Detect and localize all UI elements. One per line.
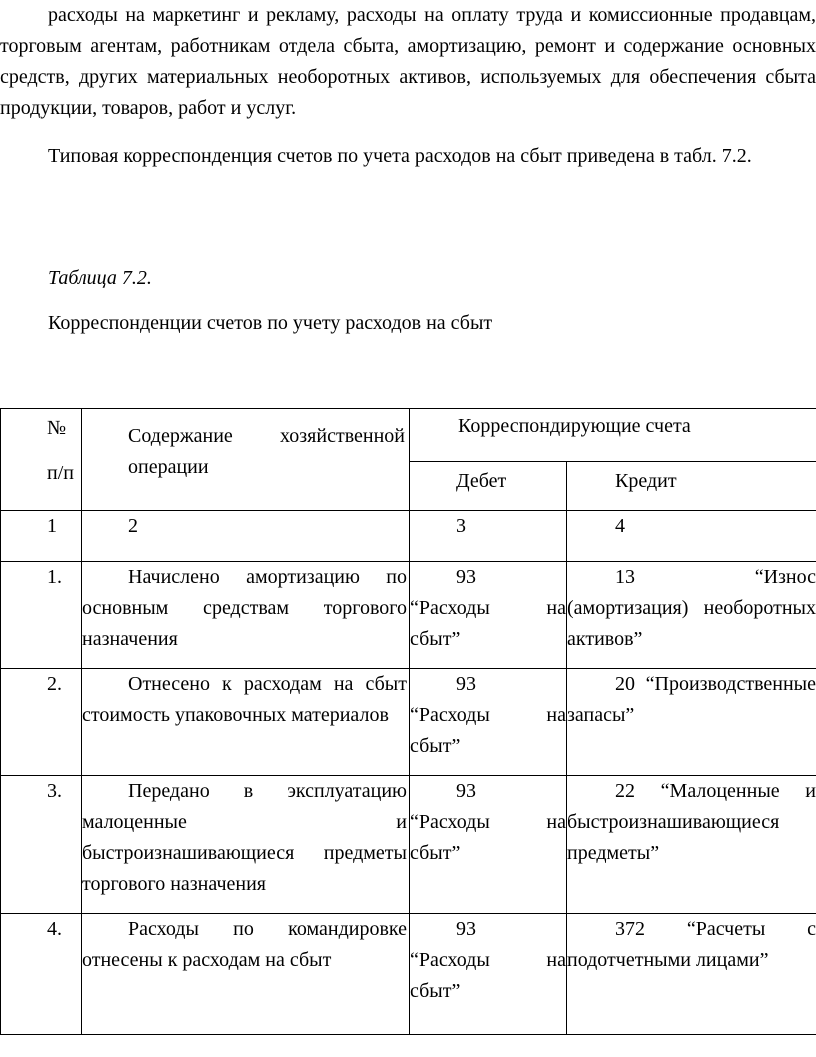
row-debit [410,776,567,914]
debit-code: 93 [456,780,476,802]
row-number: 3. [1,776,82,914]
row-operation: Передано в эксплуатацию малоценные и быстроизнашивающиеся предметы торгового назначения [82,776,410,914]
table-title: Корреспонденции счетов по учету расходов на сбыт [48,312,493,334]
credit-code: 372 [615,918,645,940]
table-header-row [1,409,816,462]
row-number: 1. [1,562,82,669]
credit-code: 13 [615,566,635,588]
column-index: 1 [1,511,82,562]
row-credit [567,669,816,776]
table-row [1,669,816,776]
accounts-correspondence-table [0,408,816,1035]
header-number-sub: п/п [47,462,74,484]
table-row [1,776,816,914]
column-index: 3 [410,511,567,562]
header-number-symbol: № [47,417,67,439]
row-operation: Начислено амортизацию по основным средствам торгового назначения [82,562,410,669]
intro-paragraph-2: Типовая корреспонденция счетов по учета расходов на сбыт приведена в табл. 7.2. [48,145,752,167]
debit-name: “Расходы на сбыт” [410,704,566,757]
debit-name: “Расходы на сбыт” [410,811,566,864]
intro-paragraph-1: расходы на маркетинг и рекламу, расходы на оплату труда и комиссионные продавцам, торговым агентам, работникам отдела сбыта, амортизацию, ремонт и содержание основных средств, других материальных необоротных активов, используемых для обеспечения сбыта продукции, товаров, работ и услуг. [0,4,816,119]
row-operation: Отнесено к расходам на сбыт стоимость упаковочных материалов [82,669,410,776]
column-index: 4 [567,511,816,562]
header-number [1,409,82,511]
row-debit [410,914,567,1035]
header-operation [82,409,410,511]
debit-code: 93 [456,566,476,588]
row-operation: Расходы по командировке отнесены к расходам на сбыт [82,914,410,1035]
row-debit [410,669,567,776]
row-debit [410,562,567,669]
header-credit: Кредит [567,462,816,511]
header-corresponding-accounts: Корреспондирующие счета [410,409,816,462]
table-row [1,562,816,669]
table-row [1,914,816,1035]
credit-name: “Малоценные и быстроизнашивающиеся предметы” [567,780,816,864]
column-index: 2 [82,511,410,562]
row-number: 2. [1,669,82,776]
row-number: 4. [1,914,82,1035]
credit-code: 20 [615,673,635,695]
table-caption: Таблица 7.2. [48,267,152,289]
column-index-row [1,511,816,562]
row-credit [567,776,816,914]
header-operation-label: Содержание хозяйственной операции [128,425,405,478]
debit-name: “Расходы на сбыт” [410,597,566,650]
debit-name: “Расходы на сбыт” [410,949,566,1002]
row-credit [567,562,816,669]
debit-code: 93 [456,918,476,940]
credit-name: “Износ (амортизация) необоротных активов” [567,566,816,650]
header-debit: Дебет [410,462,567,511]
credit-code: 22 [615,780,635,802]
row-credit [567,914,816,1035]
debit-code: 93 [456,673,476,695]
credit-name: “Расчеты с подотчетными лицами” [567,918,816,971]
credit-name: “Производственные запасы” [567,673,816,726]
